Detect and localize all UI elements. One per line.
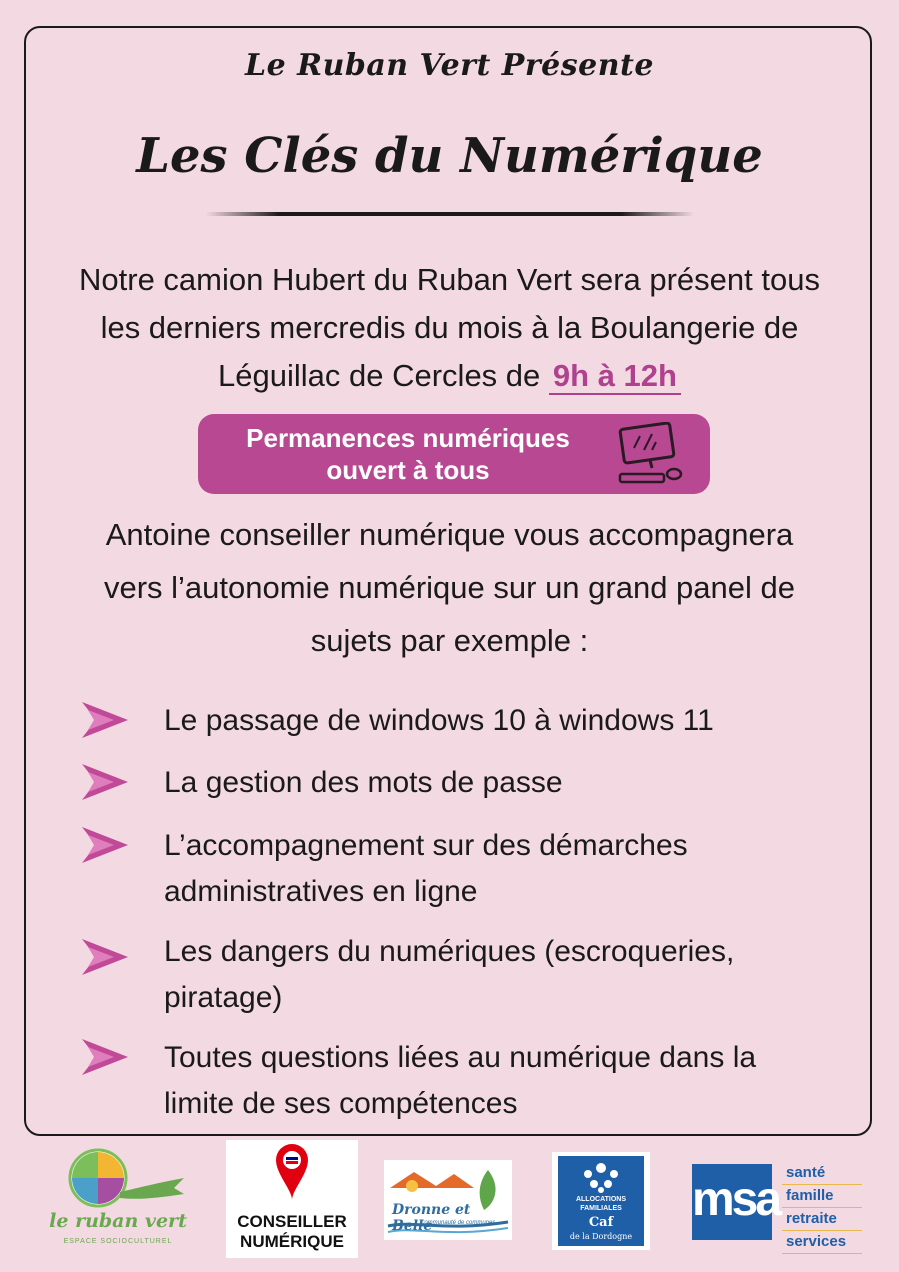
msa-block: [692, 1164, 780, 1240]
caf-line-2: FAMILIALES: [580, 1205, 622, 1212]
list-item-line-1: Les dangers du numériques (escroqueries,: [164, 935, 735, 968]
list-item-text: [164, 823, 844, 915]
title-divider: [206, 212, 694, 216]
ruban-vert-name: le ruban vert: [49, 1210, 187, 1232]
msa-word: retraite: [782, 1208, 862, 1231]
intro-line-3-prefix: Léguillac de Cercles de: [218, 358, 541, 393]
caf-line-4: de la Dordogne: [569, 1232, 633, 1241]
msa-word: santé: [782, 1162, 862, 1185]
list-item-line-2: limite de ses compétences: [164, 1087, 518, 1120]
chevron-right-icon: [80, 760, 130, 809]
list-item-text: [164, 760, 844, 806]
list-item-line-1: La gestion des mots de passe: [164, 766, 563, 799]
caf-panel: [558, 1156, 644, 1246]
intro-line-2: les derniers mercredis du mois à la Boulangerie de: [100, 310, 799, 345]
advisor-paragraph: [30, 508, 869, 667]
dronne-et-belle-subtitle: Communauté de communes: [420, 1220, 496, 1226]
computer-icon: [616, 422, 692, 493]
permanence-text: [198, 422, 618, 486]
chevron-right-icon: [80, 698, 130, 747]
chevron-right-icon: [80, 823, 130, 872]
ruban-vert-subtitle: ESPACE SOCIOCULTUREL: [63, 1238, 173, 1245]
msa-tagline: [782, 1162, 862, 1254]
conseiller-line-1: CONSEILLER: [237, 1212, 347, 1231]
msa-letters: msa: [692, 1173, 780, 1226]
list-item-text: [164, 698, 844, 744]
dronne-et-belle-logo: [384, 1160, 512, 1240]
msa-logo: [692, 1162, 864, 1250]
conseiller-numerique-logo: [226, 1140, 358, 1258]
list-item-text: [164, 929, 844, 1021]
location-pin-icon: [226, 1140, 358, 1210]
advisor-line-3: sujets par exemple :: [310, 623, 589, 658]
list-item-line-2: administratives en ligne: [164, 875, 478, 908]
msa-word: famille: [782, 1185, 862, 1208]
list-item-text: [164, 1035, 844, 1127]
conseiller-numerique-text: [226, 1212, 358, 1252]
presents-heading: Le Ruban Vert Présente: [245, 48, 654, 83]
family-icon: [558, 1156, 644, 1196]
chevron-right-icon: [80, 1035, 130, 1084]
list-item-line-1: L’accompagnement sur des démarches: [164, 829, 688, 862]
msa-word: services: [782, 1231, 862, 1254]
dronne-et-belle-name: Dronne et Belle: [392, 1202, 471, 1234]
partner-logos: [0, 1140, 899, 1270]
list-item-line-2: piratage): [164, 981, 283, 1014]
intro-line-3: [30, 352, 869, 400]
advisor-line-2: vers l’autonomie numérique sur un grand panel de: [103, 570, 796, 605]
list-item-line-1: Le passage de windows 10 à windows 11: [164, 704, 714, 737]
hours-highlight: 9h à 12h: [549, 358, 681, 395]
page-title: Les Clés du Numérique: [136, 128, 763, 184]
intro-line-1: Notre camion Hubert du Ruban Vert sera présent tous: [79, 262, 820, 297]
ruban-vert-emblem-icon: [48, 1148, 188, 1208]
permanence-banner: [198, 414, 710, 494]
caf-logo: [552, 1152, 650, 1250]
caf-line-1: ALLOCATIONS: [575, 1196, 627, 1203]
intro-paragraph: [30, 256, 869, 400]
caf-line-3: Caf: [588, 1215, 614, 1230]
list-item-line-1: Toutes questions liées au numérique dans la: [164, 1041, 757, 1074]
advisor-line-1: Antoine conseiller numérique vous accompagnera: [105, 517, 794, 552]
chevron-right-icon: [80, 935, 130, 984]
permanence-line-1: Permanences numériques: [246, 423, 570, 453]
ruban-vert-logo: [48, 1148, 188, 1254]
permanence-line-2: ouvert à tous: [326, 455, 490, 485]
conseiller-line-2: NUMÉRIQUE: [240, 1232, 344, 1251]
